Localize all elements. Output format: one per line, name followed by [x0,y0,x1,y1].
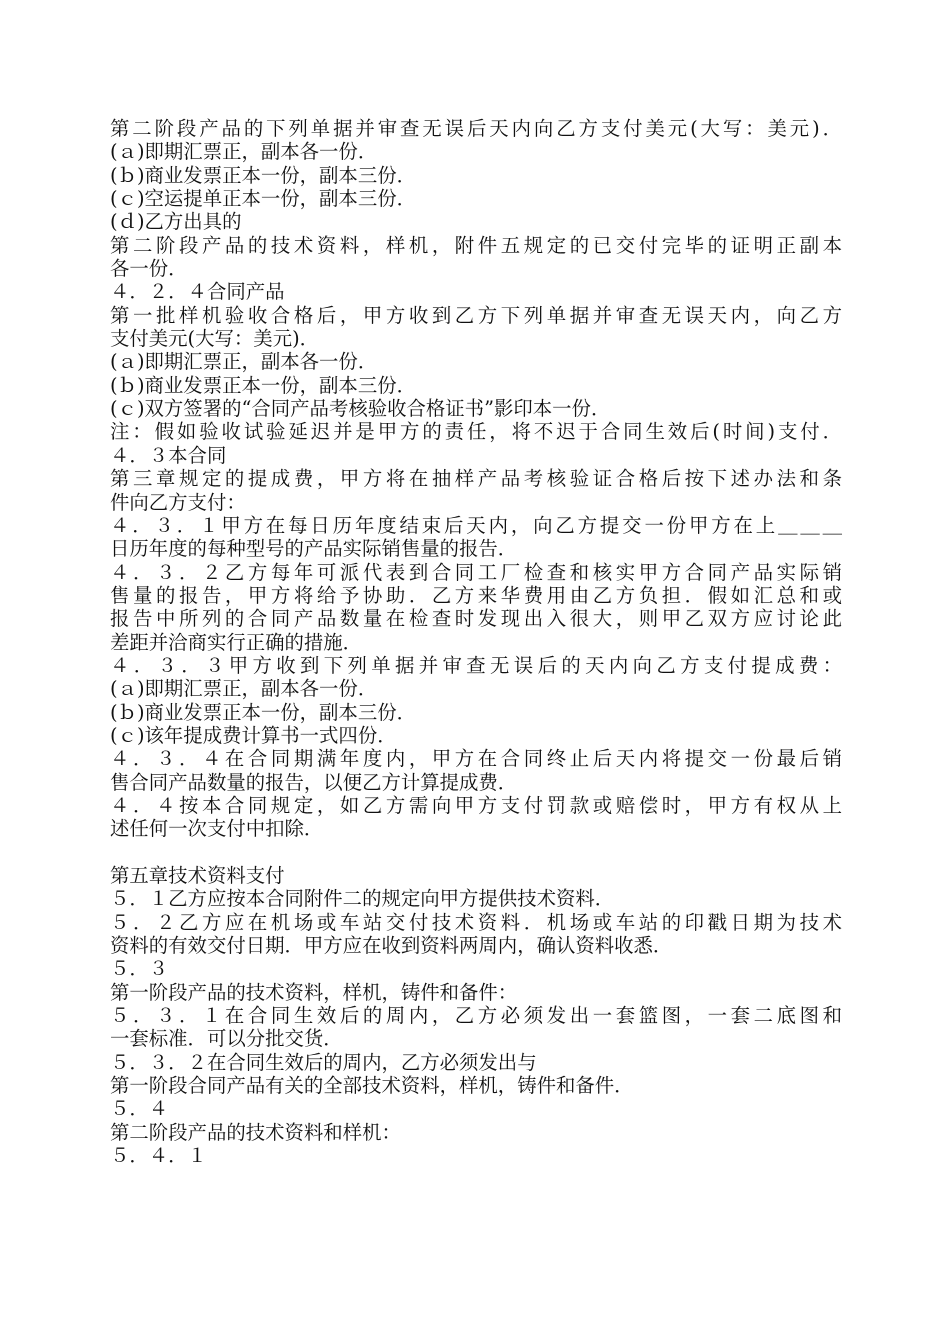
text-line: ５．３ [110,957,169,981]
text-line: ４．３．４在合同期满年度内，甲方在合同终止后天内将提交一份最后销 [110,747,842,771]
text-line: 第三章规定的提成费，甲方将在抽样产品考核验证合格后按下述办法和条 [110,467,842,491]
text-line: 述任何一次支付中扣除． [110,817,324,841]
text-line: ５．２乙方应在机场或车站交付技术资料．机场或车站的印戳日期为技术 [110,910,842,934]
text-line: (ｂ)商业发票正本一份，副本三份． [110,163,416,187]
text-line: ４．３．２乙方每年可派代表到合同工厂检查和核实甲方合同产品实际销 [110,560,842,584]
text-line: 第一阶段产品的技术资料，样机，铸件和备件： [110,980,518,1004]
text-line: (ｃ)双方签署的“合同产品考核验收合格证书”影印本一份． [110,397,611,421]
text-line: ５．４ [110,1097,169,1121]
text-line: 第一阶段合同产品有关的全部技术资料，样机，铸件和备件． [110,1074,634,1098]
blank-line [110,841,842,864]
text-line: ４．２．４合同产品 [110,280,285,304]
text-line: (ａ)即期汇票正，副本各一份． [110,677,378,701]
text-line: (ａ)即期汇票正，副本各一份． [110,140,378,164]
text-line: (ｃ)该年提成费计算书一式四份． [110,723,397,747]
text-line: ５．３．１在合同生效后的周内，乙方必须发出一套篮图，一套二底图和 [110,1004,842,1028]
text-line: 件向乙方支付： [110,490,246,514]
text-line: (ｃ)空运提单正本一份，副本三份． [110,187,416,211]
text-line: ５．１乙方应按本合同附件二的规定向甲方提供技术资料． [110,887,615,911]
text-line: 第二阶段产品的技术资料，样机，附件五规定的已交付完毕的证明正副本 [110,233,842,257]
text-line: 支付美元(大写：美元)． [110,327,320,351]
text-line: (ｂ)商业发票正本一份，副本三份． [110,700,416,724]
text-line: (ｂ)商业发票正本一份，副本三份． [110,373,416,397]
text-line: 售量的报告，甲方将给予协助．乙方来华费用由乙方负担．假如汇总和或 [110,583,842,607]
text-line: 差距并洽商实行正确的措施． [110,630,363,654]
text-line: 第二阶段产品的技术资料和样机： [110,1120,401,1144]
text-line: (ａ)即期汇票正，副本各一份． [110,350,378,374]
text-line: (ｄ)乙方出具的 [110,210,242,234]
text-line: 第二阶段产品的下列单据并审查无误后天内向乙方支付美元(大写：美元)． [110,117,842,140]
text-line: 各一份． [110,257,188,281]
text-line: ５．３．２在合同生效后的周内，乙方必须发出与 [110,1050,537,1074]
text-line: 资料的有效交付日期．甲方应在收到资料两周内，确认资料收悉． [110,934,673,958]
text-line: ４．４按本合同规定，如乙方需向甲方支付罚款或赔偿时，甲方有权从上 [110,793,842,817]
text-line: ４．３本合同 [110,443,227,467]
text-line: 售合同产品数量的报告，以便乙方计算提成费． [110,770,518,794]
text-line: ４．３．１甲方在每日历年度结束后天内，向乙方提交一份甲方在上＿＿＿ [110,513,842,537]
text-line: ４．３．３甲方收到下列单据并审查无误后的天内向乙方支付提成费： [110,653,842,677]
text-line: 注：假如验收试验延迟并是甲方的责任，将不迟于合同生效后(时间)支付． [110,420,842,444]
text-line: 第五章技术资料支付 [110,864,285,887]
text-line: 日历年度的每种型号的产品实际销售量的报告． [110,537,518,561]
text-line: 第一批样机验收合格后，甲方收到乙方下列单据并审查无误天内，向乙方 [110,303,842,327]
text-line: ５．４．１ [110,1144,207,1168]
document-page [110,117,842,1167]
text-line: 一套标准．可以分批交货． [110,1027,343,1051]
text-line: 报告中所列的合同产品数量在检查时发现出入很大，则甲乙双方应讨论此 [110,607,842,631]
